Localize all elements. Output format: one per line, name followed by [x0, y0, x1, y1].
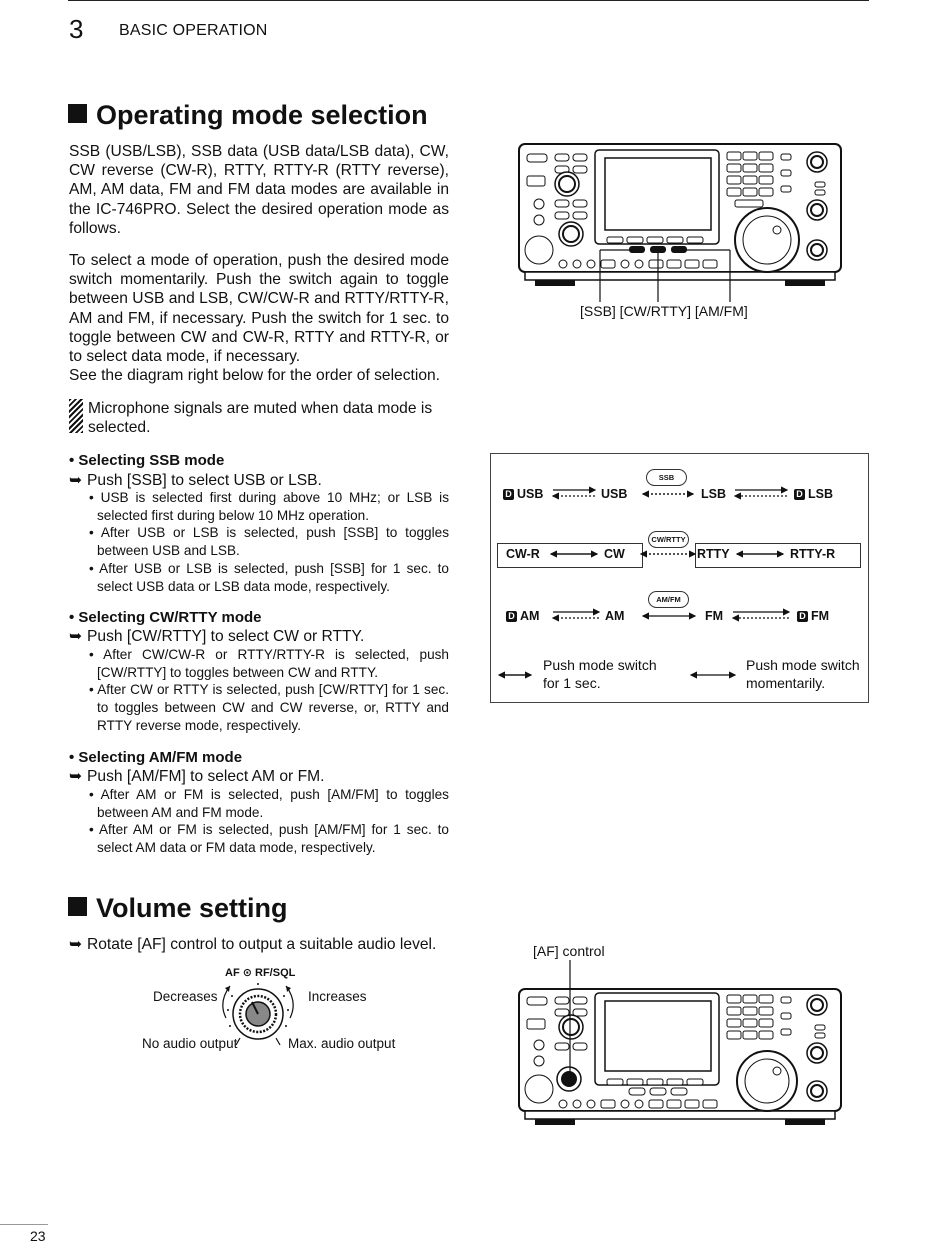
list-item: • After USB or LSB is selected, push [SSB] to toggles between USB and LSB. — [89, 525, 449, 559]
cw-rtty-switch-pill: CW/RTTY — [648, 531, 689, 548]
dual-knob-icon: ⊙ — [242, 967, 252, 979]
lsb-label: LSB — [701, 487, 726, 501]
list-item: • USB is selected first during above 10 MHz; or LSB is selected first during below 10 MHz operation. — [89, 490, 449, 523]
af-callout-line — [565, 960, 575, 1080]
list-item: • After AM or FM is selected, push [AM/FM] to toggles between AM and FM mode. — [89, 787, 449, 820]
chapter-title: BASIC OPERATION — [119, 22, 268, 39]
legend-solid-arrow: Push mode switch for 1 sec. — [543, 657, 657, 691]
volume-step: ➥ Rotate [AF] control to output a suitable audio level. — [69, 936, 437, 953]
knob-label: AF ⊙ RF/SQL — [225, 967, 296, 979]
footer-rule — [0, 1224, 48, 1225]
fm-data-label: D FM — [797, 609, 829, 623]
am-heading: • Selecting AM/FM mode — [69, 749, 243, 766]
mode-selection-diagram — [490, 453, 869, 703]
mode-section-title — [68, 100, 428, 131]
mode-intro-paragraph — [69, 142, 449, 238]
cw-heading: • Selecting CW/RTTY mode — [69, 609, 262, 626]
mode-instructions-paragraph — [69, 251, 449, 385]
step-arrow-icon: ➥ — [69, 472, 83, 489]
transceiver-front-panel-illustration — [515, 140, 845, 325]
volume-section-title-text: Volume setting — [96, 893, 288, 923]
ssb-switch-pill: SSB — [646, 469, 687, 486]
mode-intro-text: SSB (USB/LSB), SSB data (USB data/LSB data), CW, CW reverse (CW-R), RTTY, RTTY-R (RTTY reverse), AM, AM data, FM and FM data modes are available in the IC-746PRO. Select the desired operation mode as follows. — [69, 143, 449, 237]
am-bullets — [89, 786, 449, 857]
mode-switch-callouts: [SSB] [CW/RTTY] [AM/FM] — [580, 303, 748, 319]
increases-label: Increases — [308, 989, 367, 1004]
note-hatch-icon — [69, 399, 83, 433]
list-item: • After CW/CW-R or RTTY/RTTY-R is selected, push [CW/RTTY] to toggles between CW and RTTY. — [89, 647, 449, 680]
ssb-heading: • Selecting SSB mode — [69, 452, 225, 469]
step-arrow-icon: ➥ — [69, 936, 83, 953]
legend-dashed-arrow: Push mode switch momentarily. — [746, 657, 860, 691]
rtty-r-label: RTTY-R — [790, 547, 836, 561]
volume-section-title — [68, 893, 288, 924]
cw-label: CW — [604, 547, 625, 561]
data-mode-icon: D — [503, 489, 514, 500]
usb-label: USB — [601, 487, 628, 501]
list-item: • After AM or FM is selected, push [AM/FM] for 1 sec. to select AM data or FM data mode, respectively. — [89, 822, 449, 856]
am-fm-switch-pill: AM/FM — [648, 591, 689, 608]
af-knob-illustration — [212, 978, 304, 1056]
lsb-data-label: D LSB — [794, 487, 833, 501]
ssb-step: ➥ Push [SSB] to select USB or LSB. — [69, 472, 322, 489]
step-arrow-icon: ➥ — [69, 768, 83, 785]
decreases-label: Decreases — [153, 989, 218, 1004]
am-label: AM — [605, 609, 625, 623]
mode-section-title-text: Operating mode selection — [96, 100, 428, 130]
mode-para3-text: See the diagram right below for the order of selection. — [69, 367, 440, 385]
data-mode-icon: D — [794, 489, 805, 500]
mode-para2-text: To select a mode of operation, push the desired mode switch momentarily. Push the switch again to toggle between USB and LSB, CW/CW-R and RTTY/RTTY-R, AM and FM, if necessary. Push the switch for 1 sec. to toggle between CW and CW-R, RTTY and RTTY-R, or to select data mode, if necessary. — [69, 252, 449, 366]
square-bullet-icon — [68, 104, 87, 123]
am-data-label: D AM — [506, 609, 539, 623]
list-item: • After CW or RTTY is selected, push [CW/RTTY] for 1 sec. to toggles between CW and CW reverse, or, RTTY and RTTY reverse mode, respectively. — [89, 682, 449, 733]
usb-data-label: D USB — [503, 487, 543, 501]
cw-bullets — [89, 646, 449, 735]
data-mode-icon: D — [797, 611, 808, 622]
page-number: 23 — [30, 1228, 46, 1244]
square-bullet-icon — [68, 897, 87, 916]
data-mode-icon: D — [506, 611, 517, 622]
cw-r-label: CW-R — [506, 547, 540, 561]
list-item: • After USB or LSB is selected, push [SSB] for 1 sec. to select USB data or LSB data mode, respectively. — [89, 560, 449, 594]
chapter-number: 3 — [69, 14, 84, 44]
data-mode-note — [69, 399, 449, 437]
rtty-label: RTTY — [697, 547, 730, 561]
note-text: Microphone signals are muted when data mode is selected. — [88, 400, 433, 437]
no-audio-label: No audio output — [142, 1036, 238, 1051]
header-rule — [68, 0, 869, 1]
step-arrow-icon: ➥ — [69, 628, 83, 645]
cw-step: ➥ Push [CW/RTTY] to select CW or RTTY. — [69, 628, 365, 645]
ssb-bullets — [89, 489, 449, 595]
am-step: ➥ Push [AM/FM] to select AM or FM. — [69, 768, 325, 785]
fm-label: FM — [705, 609, 724, 623]
af-control-callout: [AF] control — [533, 943, 605, 959]
max-audio-label: Max. audio output — [288, 1036, 396, 1051]
